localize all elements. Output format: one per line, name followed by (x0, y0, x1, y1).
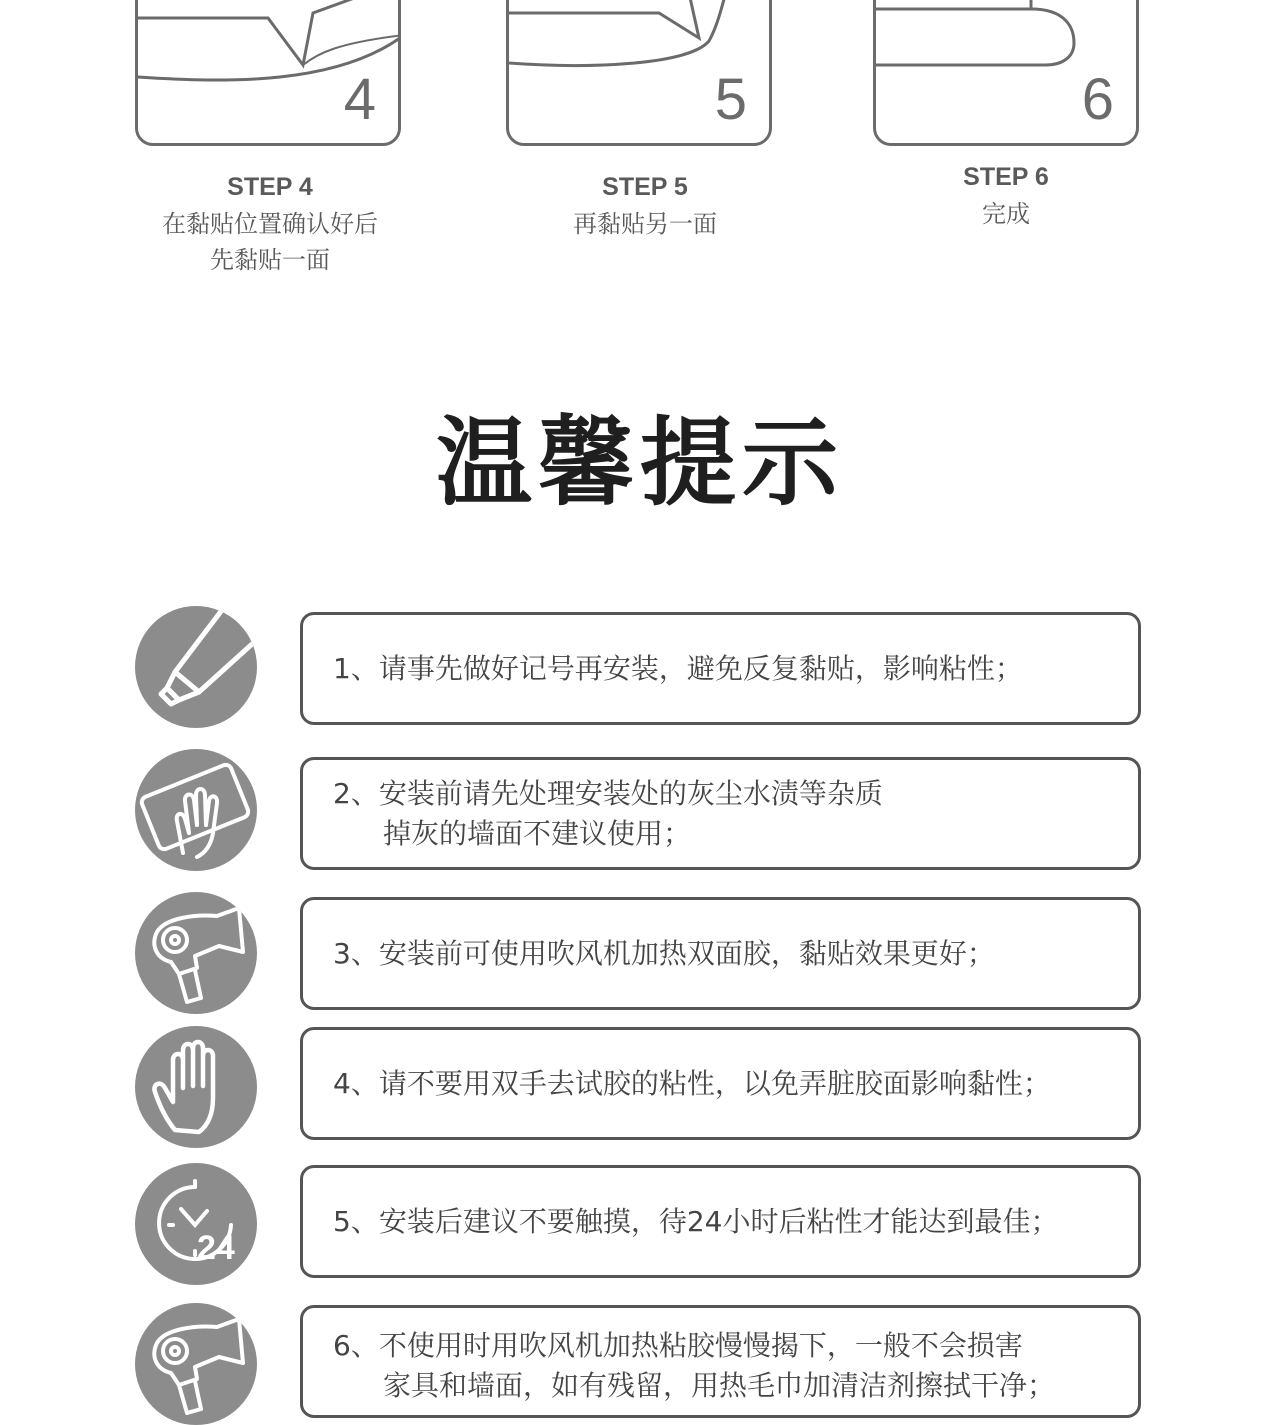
marker-pen-icon (135, 606, 257, 728)
step-4-illustration (135, 0, 401, 146)
step-6-illustration (873, 0, 1139, 146)
step-description: 再黏贴另一面 (573, 210, 717, 238)
step-6-caption (856, 162, 1156, 232)
tip-3 (300, 897, 1141, 1010)
step-5-caption (495, 172, 795, 242)
step-description: 完成 (982, 200, 1030, 228)
tip-text: 4、请不要用双手去试胶的粘性，以免弄脏胶面影响黏性； (333, 1066, 1051, 1100)
hair-dryer-icon (135, 892, 257, 1014)
tip-text: 3、安装前可使用吹风机加热双面胶，黏贴效果更好； (333, 936, 995, 970)
step-description: 在黏贴位置确认好后 先黏贴一面 (162, 210, 378, 274)
clock-24-label: 24 (197, 1229, 235, 1267)
step-label: STEP 6 (963, 163, 1049, 191)
hand-icon (135, 1026, 257, 1148)
hair-dryer-icon (135, 1303, 257, 1425)
tip-text: 5、安装后建议不要触摸，待24小时后粘性才能达到最佳； (333, 1204, 1059, 1238)
page-title: 温馨提示 (436, 407, 844, 519)
tip-4 (300, 1027, 1141, 1140)
step-number: 5 (714, 67, 747, 132)
step-5-illustration (506, 0, 772, 146)
tip-6 (300, 1305, 1141, 1418)
step-number: 6 (1081, 67, 1114, 132)
step-label: STEP 5 (602, 173, 688, 201)
tip-5 (300, 1165, 1141, 1278)
clock-24-icon (135, 1163, 257, 1285)
tip-text: 2、安装前请先处理安装处的灰尘水渍等杂质 掉灰的墙面不建议使用； (333, 776, 883, 850)
tip-2 (300, 757, 1141, 870)
tip-text: 1、请事先做好记号再安装，避免反复黏贴，影响粘性； (333, 651, 1023, 685)
step-4-caption (120, 172, 420, 278)
hand-wiping-icon (135, 749, 257, 871)
tip-text: 6、不使用时用吹风机加热粘胶慢慢揭下，一般不会损害 家具和墙面，如有残留，用热毛巾加清洁剂擦拭干净； (333, 1329, 1056, 1402)
step-number: 4 (343, 67, 376, 132)
tip-1 (300, 612, 1141, 725)
step-label: STEP 4 (227, 173, 313, 201)
